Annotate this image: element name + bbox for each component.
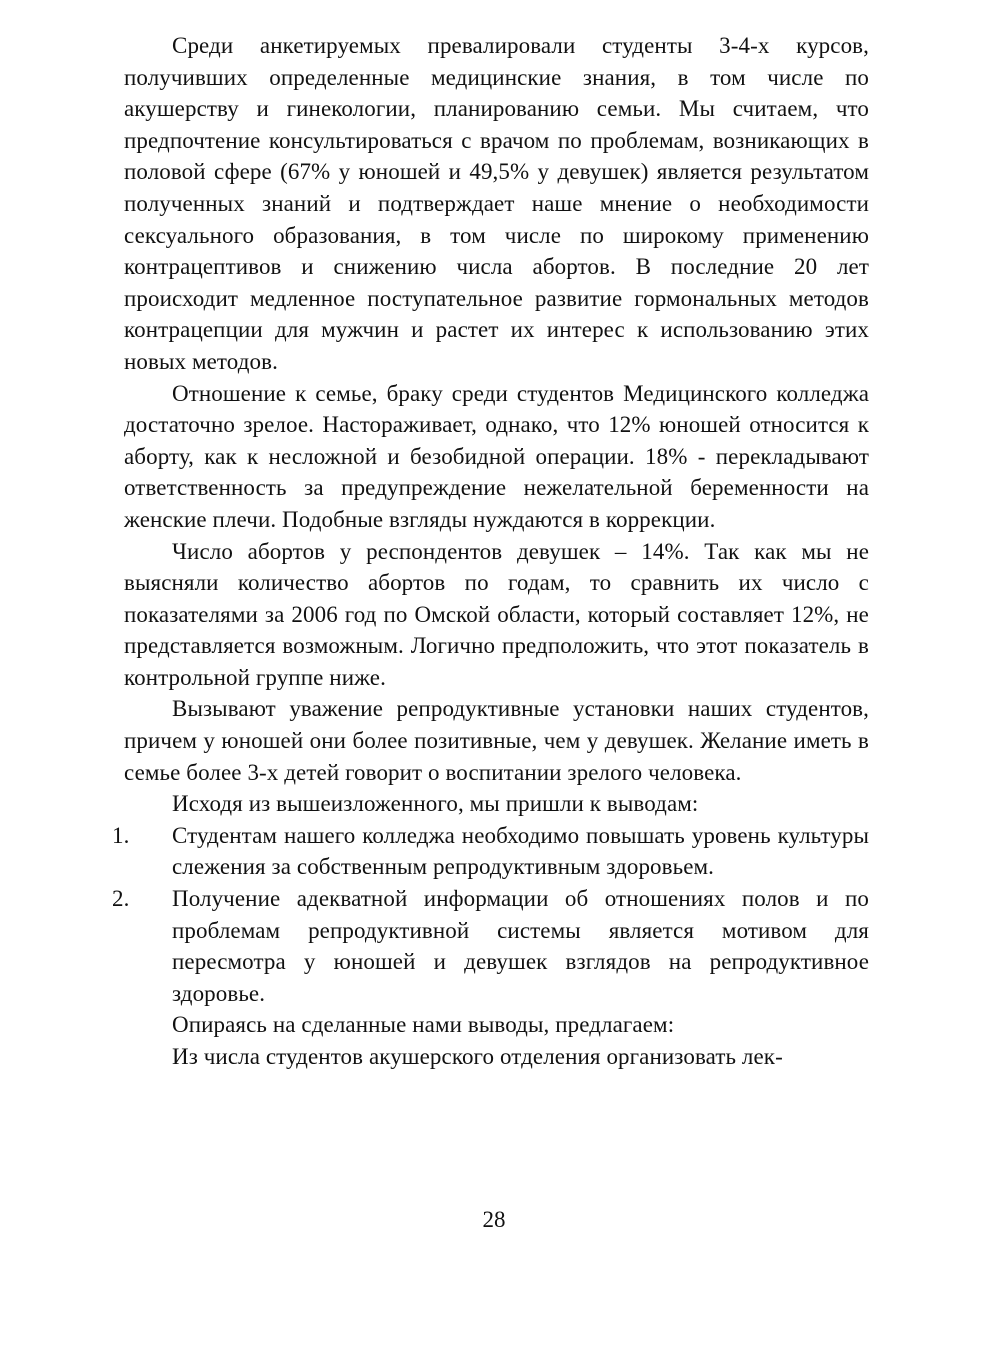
paragraph-abortion-rate: Число абортов у респондентов девушек – 14%. Так как мы не выясняли количество абортов по годам, то сравнить их число с показателями за 2006 год по Омской области, который составляет 12%, не представляется возможным. Логично предположить, что этот показатель в контрольной группе ниже. <box>124 538 869 690</box>
paragraph-proposals-intro: Опираясь на сделанные нами выводы, предлагаем: <box>172 1012 675 1038</box>
paragraph-reproductive-attitudes: Вызывают уважение репродуктивные установки наших студентов, причем у юношей они более позитивные, чем у девушек. Желание иметь в семье более 3-х детей говорит о воспитании зрелого человека. <box>124 696 869 785</box>
body-text <box>112 30 869 1073</box>
paragraph-conclusions-intro: Исходя из вышеизложенного, мы пришли к выводам: <box>172 791 699 817</box>
conclusion-item-2 <box>112 883 869 1009</box>
paragraph-family-attitudes: Отношение к семье, браку среди студентов Медицинского колледжа достаточно зрелое. Настораживает, однако, что 12% юношей относится к аборту, как к несложной и безобидной операции. 18% - перекладывают ответственность за предупреждение нежелательной беременности на женские плечи. Подобные взгляды нуждаются в коррекции. <box>124 380 869 532</box>
page-number: 28 <box>482 1207 506 1232</box>
paragraph-survey-results: Среди анкетируемых превалировали студенты 3-4-х курсов, получивших определенные медицинские знания, в том числе по акушерству и гинекологии, планированию семьи. Мы считаем, что предпочтение консультироваться с врачом по проблемам, возникающих в половой сфере (67% у юношей и 49,5% у девушек) является результатом полученных знаний и подтверждает наше мнение о необходимости сексуального образования, в том числе по широкому применению контрацептивов и снижению числа абортов. В последние 20 лет происходит медленное поступательное развитие гормональных методов контрацепции для мужчин и растет их интерес к использованию этих новых методов. <box>124 33 869 374</box>
conclusion-number: 1. <box>112 822 130 848</box>
conclusion-item-1 <box>112 820 869 883</box>
conclusion-text: Студентам нашего колледжа необходимо повышать уровень культуры слежения за собственным репродуктивным здоровьем. <box>172 822 869 880</box>
paragraph-proposal-start: Из числа студентов акушерского отделения организовать лек- <box>172 1044 783 1069</box>
conclusion-text: Получение адекватной информации об отношениях полов и по проблемам репродуктивной системы является мотивом для пересмотра у юношей и девушек взглядов на репродуктивное здоровье. <box>172 886 869 1006</box>
conclusion-number: 2. <box>112 886 130 912</box>
